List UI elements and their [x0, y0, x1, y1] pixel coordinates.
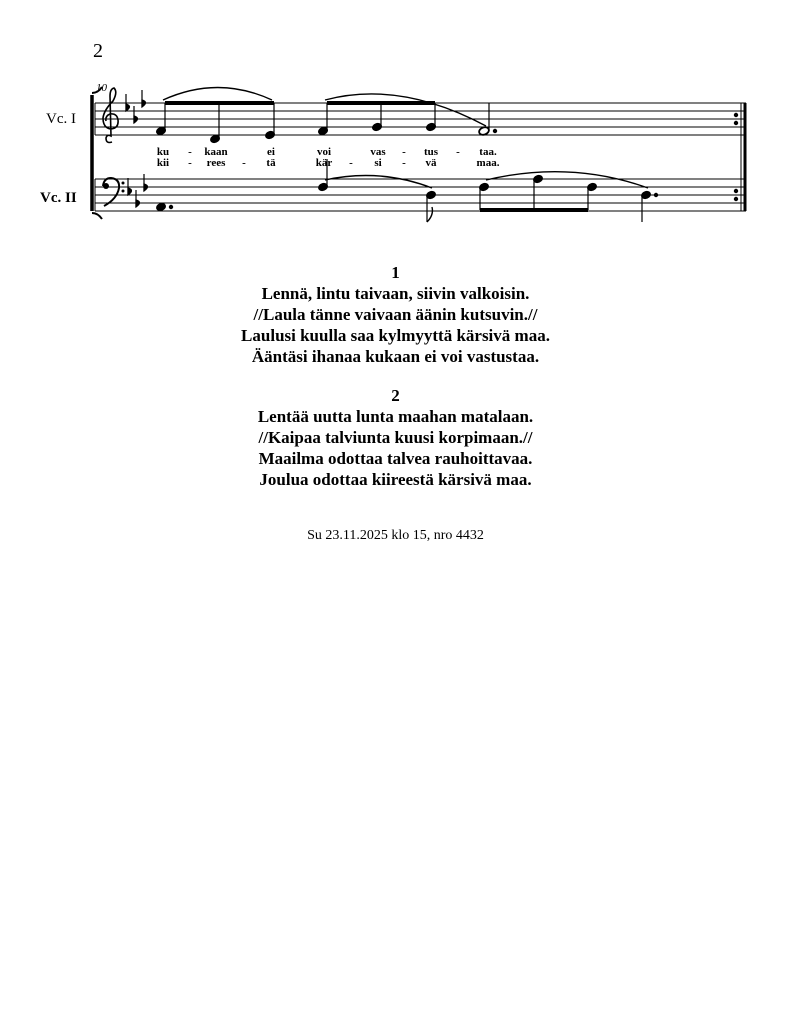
verse-1	[0, 262, 791, 367]
measure-number: 10	[96, 82, 107, 94]
lyric-hyphen: -	[349, 157, 353, 169]
verse-line: Lennä, lintu taivaan, siivin valkoisin.	[261, 284, 530, 303]
lyric-syllable: tä	[266, 157, 276, 169]
lyric-syllable: tus	[423, 146, 439, 158]
lyric-syllable: maa.	[476, 157, 500, 169]
lyric-syllable: kär	[315, 157, 333, 169]
verse-line: Ääntäsi ihanaa kukaan ei voi vastustaa.	[251, 347, 540, 366]
lyric-syllable: rees	[206, 157, 226, 169]
system-bracket	[92, 87, 102, 219]
upper-staff-label: Vc. I	[46, 111, 76, 127]
lyric-syllable: kii	[156, 157, 170, 169]
verse-number: 2	[391, 386, 400, 405]
verse-number: 1	[391, 263, 400, 282]
lower-staff-label: Vc. II	[40, 190, 77, 206]
key-signature-upper	[126, 90, 146, 123]
verse-line: //Laula tänne vaivaan äänin kutsuvin.//	[253, 305, 538, 324]
verse-line: Laulusi kuulla saa kylmyyttä kärsivä maa.	[241, 326, 550, 345]
verse-line: //Kaipaa talviunta kuusi korpimaan.//	[258, 428, 533, 447]
note	[156, 202, 167, 212]
lyric-syllable: voi	[316, 146, 332, 158]
lower-voice-notes	[156, 159, 658, 222]
page-number: 2	[93, 40, 103, 62]
lyric-syllable: ei	[267, 146, 275, 158]
verse-2	[0, 385, 791, 490]
lyric-syllable: taa.	[479, 146, 497, 158]
lyric-syllable: kaan	[204, 146, 228, 158]
lyric-hyphen: -	[242, 157, 246, 169]
lyric-syllable: si	[374, 157, 382, 169]
lyric-hyphen: -	[402, 146, 406, 158]
lyric-hyphen: -	[402, 157, 406, 169]
footer-text: Su 23.11.2025 klo 15, nro 4432	[307, 528, 484, 543]
upper-slurs	[163, 88, 486, 127]
lyric-hyphen: -	[188, 157, 192, 169]
verse-line: Maailma odottaa talvea rauhoittavaa.	[258, 449, 533, 468]
bass-clef-icon	[103, 178, 125, 206]
treble-clef-icon	[103, 88, 118, 143]
upper-staff	[95, 103, 746, 135]
upper-voice-notes	[156, 103, 497, 144]
lyric-syllable: ku	[156, 146, 170, 158]
verse-line: Joulua odottaa kiireestä kärsivä maa.	[259, 470, 532, 489]
verse-line: Lentää uutta lunta maahan matalaan.	[257, 407, 534, 426]
lyric-hyphen: -	[456, 146, 460, 158]
lyric-hyphen: -	[188, 146, 192, 158]
lyric-syllable: vä	[425, 157, 437, 169]
lyric-syllable: vas	[370, 146, 386, 158]
music-score	[0, 0, 791, 240]
